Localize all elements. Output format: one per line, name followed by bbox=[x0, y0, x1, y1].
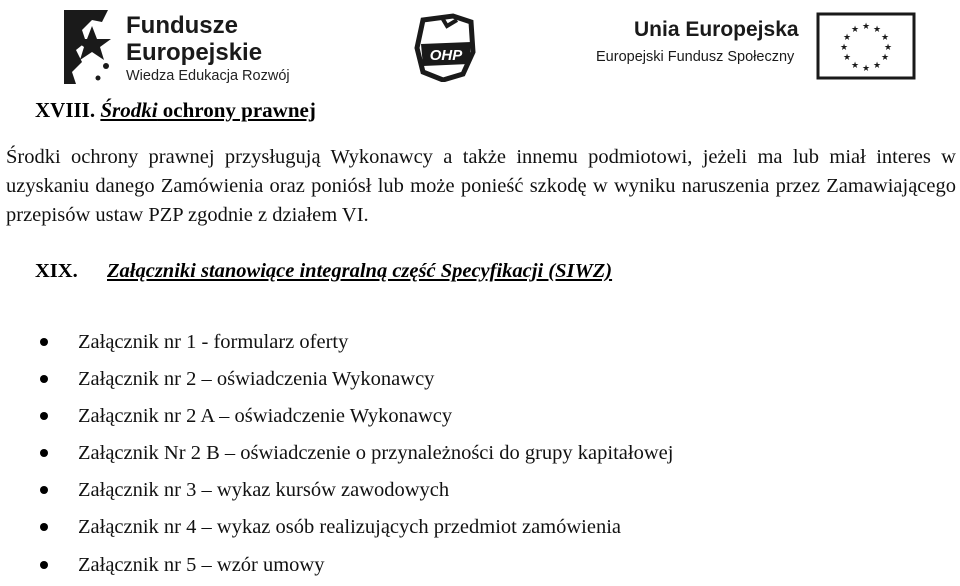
bullet-icon bbox=[40, 561, 48, 569]
svg-text:★: ★ bbox=[880, 33, 890, 43]
bullet-icon bbox=[40, 523, 48, 531]
svg-text:★: ★ bbox=[880, 53, 890, 63]
svg-text:★: ★ bbox=[842, 33, 852, 43]
list-item bbox=[40, 437, 673, 474]
bullet-icon bbox=[40, 375, 48, 383]
ue-subtitle: Europejski Fundusz Społeczny bbox=[596, 49, 795, 65]
fundusze-line2: Europejskie bbox=[126, 39, 263, 66]
svg-text:★: ★ bbox=[872, 61, 882, 71]
list-item bbox=[40, 474, 673, 511]
eu-flag-icon bbox=[816, 12, 916, 80]
attachment-label: Załącznik nr 1 - formularz oferty bbox=[78, 331, 349, 353]
section-18-title-italic: Środki bbox=[100, 98, 158, 122]
bullet-icon bbox=[40, 412, 48, 420]
fundusze-star-figure-icon bbox=[62, 6, 120, 88]
section-18-heading bbox=[35, 98, 316, 123]
attachment-label: Załącznik nr 2 – oświadczenia Wykonawcy bbox=[78, 368, 435, 391]
list-item bbox=[40, 549, 673, 586]
bullet-icon bbox=[40, 449, 48, 457]
svg-text:★: ★ bbox=[850, 61, 860, 71]
logo-bar bbox=[0, 0, 960, 95]
attachment-label: Załącznik nr 4 – wykaz osób realizujących przedmiot zamówienia bbox=[78, 516, 622, 539]
svg-text:★: ★ bbox=[842, 53, 852, 63]
section-19-heading bbox=[35, 260, 612, 283]
fundusze-line3: Wiedza Edukacja Rozwój bbox=[126, 68, 290, 84]
unia-europejska-logo bbox=[596, 12, 916, 82]
attachment-label: Załącznik nr 3 – wykaz kursów zawodowych bbox=[78, 479, 450, 502]
svg-text:★: ★ bbox=[850, 25, 860, 35]
svg-text:★: ★ bbox=[883, 43, 893, 53]
svg-text:★: ★ bbox=[861, 64, 871, 74]
svg-text:★: ★ bbox=[861, 22, 871, 32]
bullet-icon bbox=[40, 486, 48, 494]
fundusze-line1: Fundusze bbox=[126, 12, 238, 39]
bullet-icon bbox=[40, 338, 48, 346]
ue-title: Unia Europejska bbox=[634, 18, 799, 41]
svg-text:★: ★ bbox=[872, 25, 882, 35]
section-18-number: XVIII. bbox=[35, 98, 96, 122]
section-19-title: Załączniki stanowiące integralną część Specyfikacji (SIWZ) bbox=[107, 260, 613, 282]
attachment-label: Załącznik nr 2 A – oświadczenie Wykonawcy bbox=[78, 405, 453, 428]
attachment-label: Załącznik nr 5 – wzór umowy bbox=[78, 553, 325, 576]
svg-text:★: ★ bbox=[839, 43, 849, 53]
section-19-number: XIX. bbox=[35, 260, 78, 282]
section-18-title bbox=[100, 98, 315, 122]
list-item bbox=[40, 363, 673, 400]
list-item bbox=[40, 511, 673, 548]
ohp-text: OHP bbox=[429, 47, 463, 64]
list-item bbox=[40, 326, 673, 363]
section-18-title-rest: ochrony prawnej bbox=[157, 98, 316, 122]
fundusze-europejskie-logo bbox=[62, 6, 322, 88]
list-item bbox=[40, 400, 673, 437]
section-18-paragraph: Środki ochrony prawnej przysługują Wykonawcy a także innemu podmiotowi, jeżeli ma lub miał interes w uzyskaniu danego Zamówienia oraz poniósł lub może ponieść szkodę w wyniku naruszenia przez Zamawiającego przepisów ustaw PZP zgodnie z działem VI. bbox=[6, 146, 956, 226]
ohp-logo bbox=[413, 12, 479, 82]
attachments-list bbox=[40, 326, 673, 586]
attachment-label: Załącznik Nr 2 B – oświadczenie o przynależności do grupy kapitałowej bbox=[78, 442, 674, 465]
